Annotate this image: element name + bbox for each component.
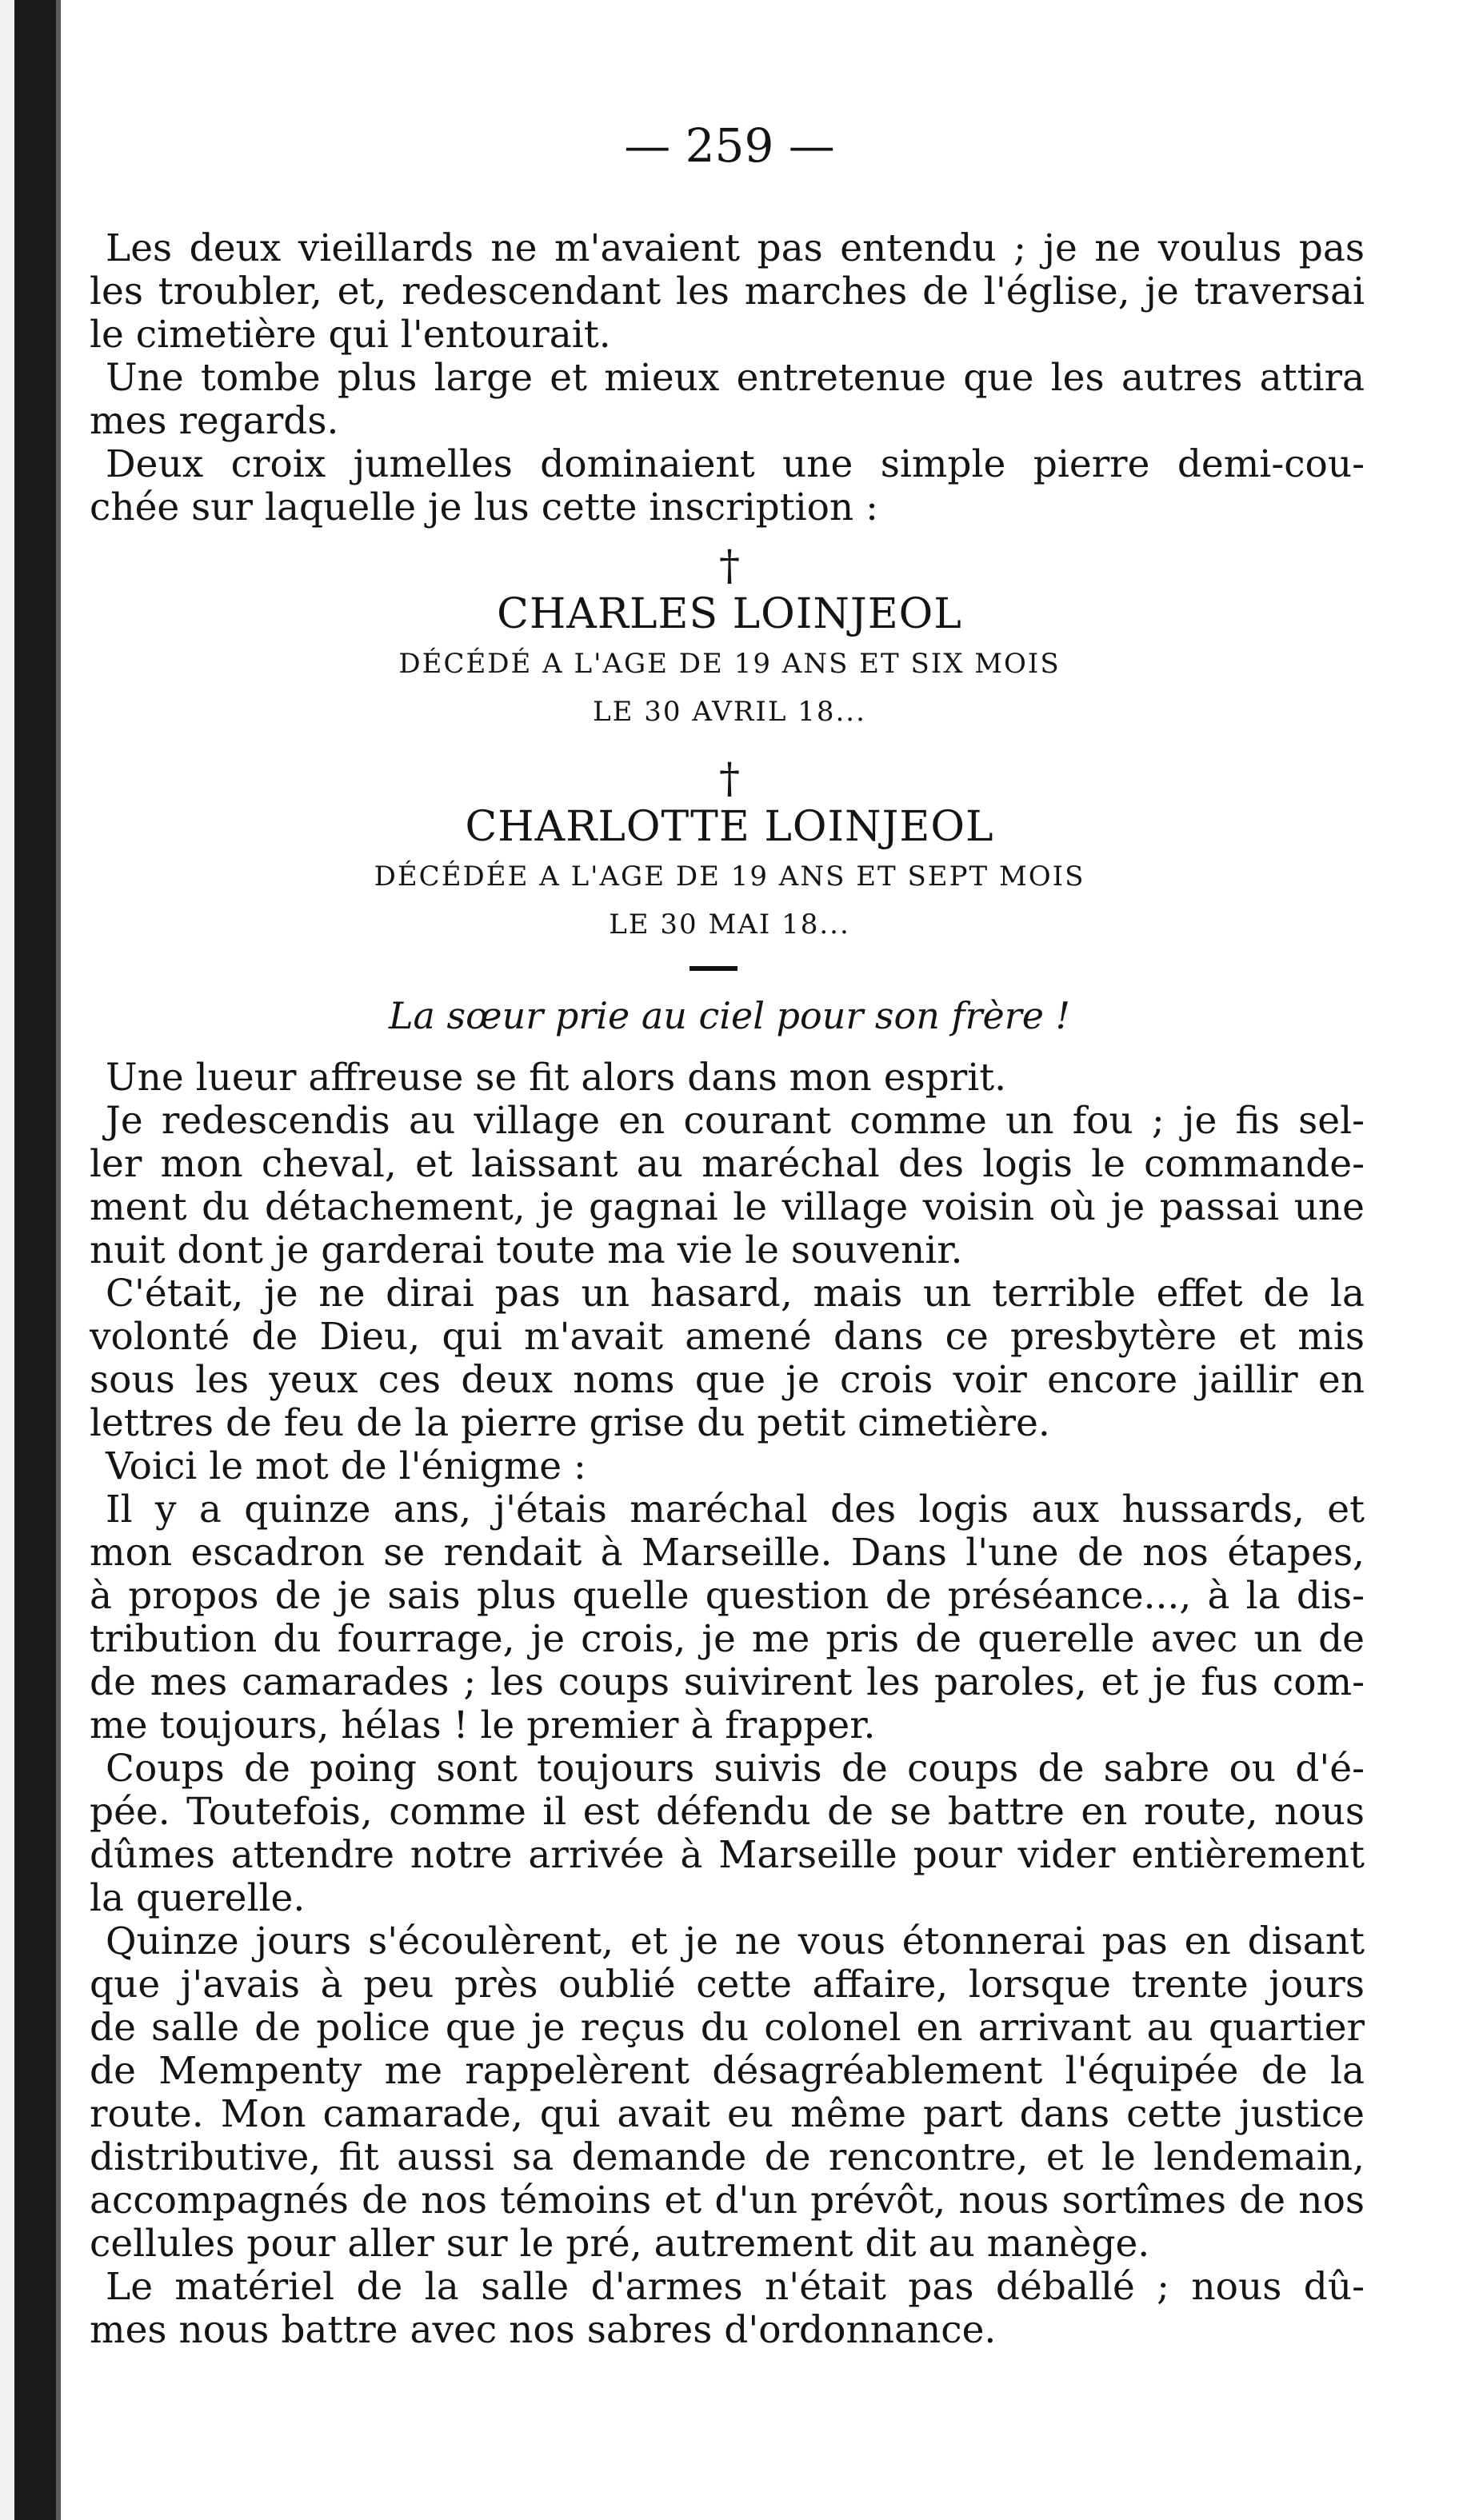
text-line: Le matériel de la salle d'armes n'était pas déballé ; nous dû- [106,2265,1365,2309]
text-line: de mes camarades ; les coups suivirent les paroles, et je fus com- [90,1660,1365,1704]
text-line: Une lueur affreuse se fit alors dans mon esprit. [106,1056,1007,1100]
text-line: chée sur laquelle je lus cette inscription : [90,485,878,529]
text-line: tribution du fourrage, je crois, je me pris de querelle avec un de [90,1617,1365,1661]
text-line: sous les yeux ces deux noms que je crois voir encore jaillir en [90,1358,1365,1402]
text-line: mon escadron se rendait à Marseille. Dans l'une de nos étapes, [90,1531,1365,1575]
cross-icon: † [719,542,740,590]
text-line: volonté de Dieu, qui m'avait amené dans ce presbytère et mis [90,1315,1365,1359]
epitaph-name: CHARLES LOINJEOL [497,590,962,638]
text-line: Coups de poing sont toujours suivis de coups de sabre ou d'é- [106,1747,1365,1791]
text-line: Deux croix jumelles dominaient une simple pierre demi-cou- [106,442,1365,486]
text-line: nuit dont je garderai toute ma vie le souvenir. [90,1228,963,1272]
epitaph-name: CHARLOTTE LOINJEOL [465,803,994,851]
text-line: Quinze jours s'écoulèrent, et je ne vous étonnerai pas en disant [106,1919,1365,1963]
text-line: ment du détachement, je gagnai le village voisin où je passai une [90,1185,1365,1229]
text-line: Je redescendis au village en courant comme un fou ; je fis sel- [106,1099,1365,1143]
text-line: que j'avais à peu près oublié cette affaire, lorsque trente jours [90,1963,1365,2007]
text-line: mes nous battre avec nos sabres d'ordonnance. [90,2308,997,2352]
epitaph-age: DÉCÉDÉ A L'AGE DE 19 ANS ET SIX MOIS [398,648,1061,680]
text-line: de Mempenty me rappelèrent désagréablement l'équipée de la [90,2049,1365,2093]
text-line: cellules pour aller sur le pré, autrement dit au manège. [90,2222,1150,2266]
text-line: les troubler, et, redescendant les marches de l'église, je traversai [90,270,1365,314]
text-line: distributive, fit aussi sa demande de rencontre, et le lendemain, [90,2135,1365,2179]
text-line: me toujours, hélas ! le premier à frapper. [90,1703,876,1747]
text-line: pée. Toutefois, comme il est défendu de se battre en route, nous [90,1790,1365,1834]
text-line: Il y a quinze ans, j'étais maréchal des logis aux hussards, et [106,1488,1365,1532]
page-number: — 259 — [624,118,835,173]
text-line: lettres de feu de la pierre grise du petit cimetière. [90,1401,1050,1445]
epitaph-age: DÉCÉDÉE A L'AGE DE 19 ANS ET SEPT MOIS [374,861,1085,893]
text-line: à propos de je sais plus quelle question de préséance..., à la dis- [90,1574,1365,1618]
text-line: de salle de police que je reçus du colonel en arrivant au quartier [90,2006,1365,2050]
text-block-bottom [90,1056,1365,2352]
epitaph-date: LE 30 MAI 18... [609,909,850,941]
epitaph-date: LE 30 AVRIL 18... [593,696,866,728]
text-line: dûmes attendre notre arrivée à Marseille pour vider entièrement [90,1833,1365,1877]
text-line: route. Mon camarade, qui avait eu même part dans cette justice [90,2092,1365,2136]
text-line: Voici le mot de l'énigme : [106,1444,586,1488]
book-spine-edge [0,0,66,2520]
text-line: mes regards. [90,399,339,443]
text-line: accompagnés de nos témoins et d'un prévôt, nous sortîmes de nos [90,2179,1365,2222]
text-line: Les deux vieillards ne m'avaient pas entendu ; je ne voulus pas [106,226,1365,270]
epitaph-charles [0,544,1459,736]
text-block-top [90,227,1365,529]
text-line: le cimetière qui l'entourait. [90,313,611,357]
epitaph-motto: La sœur prie au ciel pour son frère ! [388,994,1071,1037]
epitaph-charlotte [0,757,1459,948]
cross-icon: † [719,755,740,803]
text-line: Une tombe plus large et mieux entretenue que les autres attira [106,356,1365,400]
text-line: la querelle. [90,1876,306,1920]
separator-rule [690,966,737,971]
text-line: ler mon cheval, et laissant au maréchal des logis le commande- [90,1142,1365,1186]
text-line: C'était, je ne dirai pas un hasard, mais un terrible effet de la [106,1272,1365,1316]
